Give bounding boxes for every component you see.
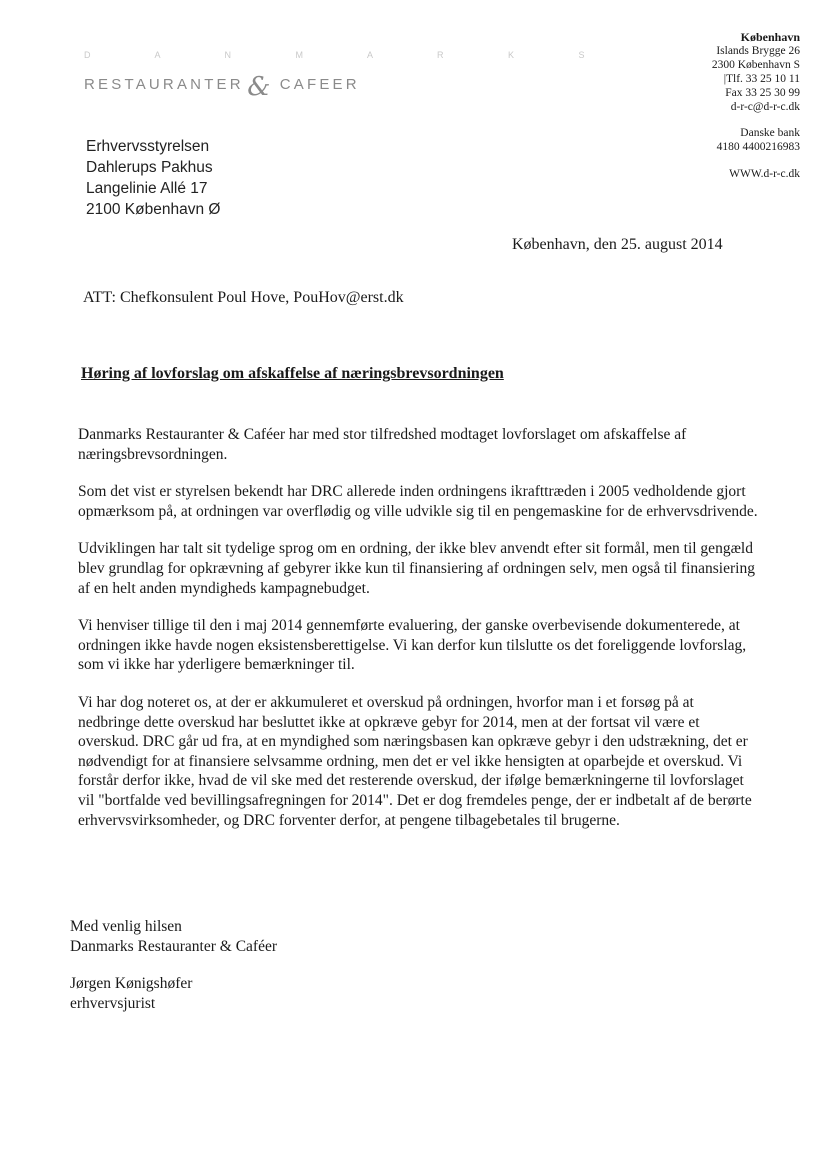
body-paragraph: Udviklingen har talt sit tydelige sprog om en ordning, der ikke blev anvendt efter sit formål, men til gengæld blev grundlag for opkrævning af gebyrer ikke kun til finansiering af ordningen selv, men også til finansiering af en helt anden myndigheds kampagnebudget. [78,540,755,597]
sender-bank-label: Danske bank [740,127,800,139]
letter-date: København, den 25. august 2014 [512,236,723,253]
sender-email: d-r-c@d-r-c.dk [730,101,800,113]
body-paragraph: Som det vist er styrelsen bekendt har DRC allerede inden ordningens ikrafttræden i 2005 vedholdende gjort opmærksom på, at ordningen var overflødig og ville udvikle sig til en pengemaskine for de erhvervsdrivende. [78,483,758,520]
letter-body [78,425,758,848]
closing-organization: Danmarks Restauranter & Caféer [70,938,278,955]
sender-bank-account: 4180 4400216983 [716,141,800,153]
recipient-line: Langelinie Allé 17 [86,180,208,197]
letter-subject: Høring af lovforslag om afskaffelse af næringsbrevsordningen [81,365,504,382]
sender-address-block [712,30,800,181]
signature-block [70,974,192,1014]
body-paragraph: Danmarks Restauranter & Caféer har med stor tilfredshed modtaget lovforslaget om afskaffelse af næringsbrevsordningen. [78,426,687,463]
closing-block [70,917,277,957]
sender-web: WWW.d-r-c.dk [729,168,800,180]
signer-name: Jørgen Kønigshøfer [70,975,193,992]
recipient-address-block [86,136,220,220]
sender-fax: Fax 33 25 30 99 [725,87,800,99]
sender-street: Islands Brygge 26 [716,45,800,57]
closing-greeting: Med venlig hilsen [70,918,182,935]
logo-letterspaced-line: D A N M A R K S [84,50,616,60]
logo-right-word: CAFEER [279,76,360,93]
sender-phone: |Tlf. 33 25 10 11 [723,73,800,85]
logo-left-word: RESTAURANTER [84,76,244,93]
body-paragraph: Vi henviser tillige til den i maj 2014 gennemførte evaluering, der ganske overbevisende dokumenterede, at ordningen ikke havde nogen eksistensberettigelse. Vi kan derfor kun tilslutte os det foreliggende lovforslag, som vi ikke har yderligere bemærkninger til. [78,617,747,674]
company-logo [84,72,360,102]
recipient-line: Erhvervsstyrelsen [86,138,210,155]
signer-title: erhvervsjurist [70,995,156,1012]
body-paragraph: Vi har dog noteret os, at der er akkumuleret et overskud på ordningen, hvorfor man i et forsøg på at nedbringe dette overskud har besluttet ikke at opkræve gebyr for 2014, men at der fortsat vil være et overskud. DRC går ud fra, at en myndighed som næringsbasen kan opkræve gebyr i den udstrækning, det er nødvendigt for at finansiere selvsamme ordning, men det er vel ikke hensigten at oparbejde et overskud. Vi forstår derfor ikke, hvad de vil ske med det resterende overskud, der ifølge bemærkningerne til lovforslaget vil "bortfalde ved bevillingsafregningen for 2014". Det er dog fremdeles penge, der er indbetalt af de berørte erhvervsvirksomheder, og DRC forventer derfor, at pengene tilbagebetales til brugerne. [78,693,752,829]
recipient-line: Dahlerups Pakhus [86,159,213,176]
recipient-line: 2100 København Ø [86,201,221,218]
logo-ampersand: & [247,72,271,102]
sender-postal: 2300 København S [711,59,800,71]
attention-line: ATT: Chefkonsulent Poul Hove, PouHov@erst.dk [83,289,404,306]
sender-city: København [740,30,800,44]
